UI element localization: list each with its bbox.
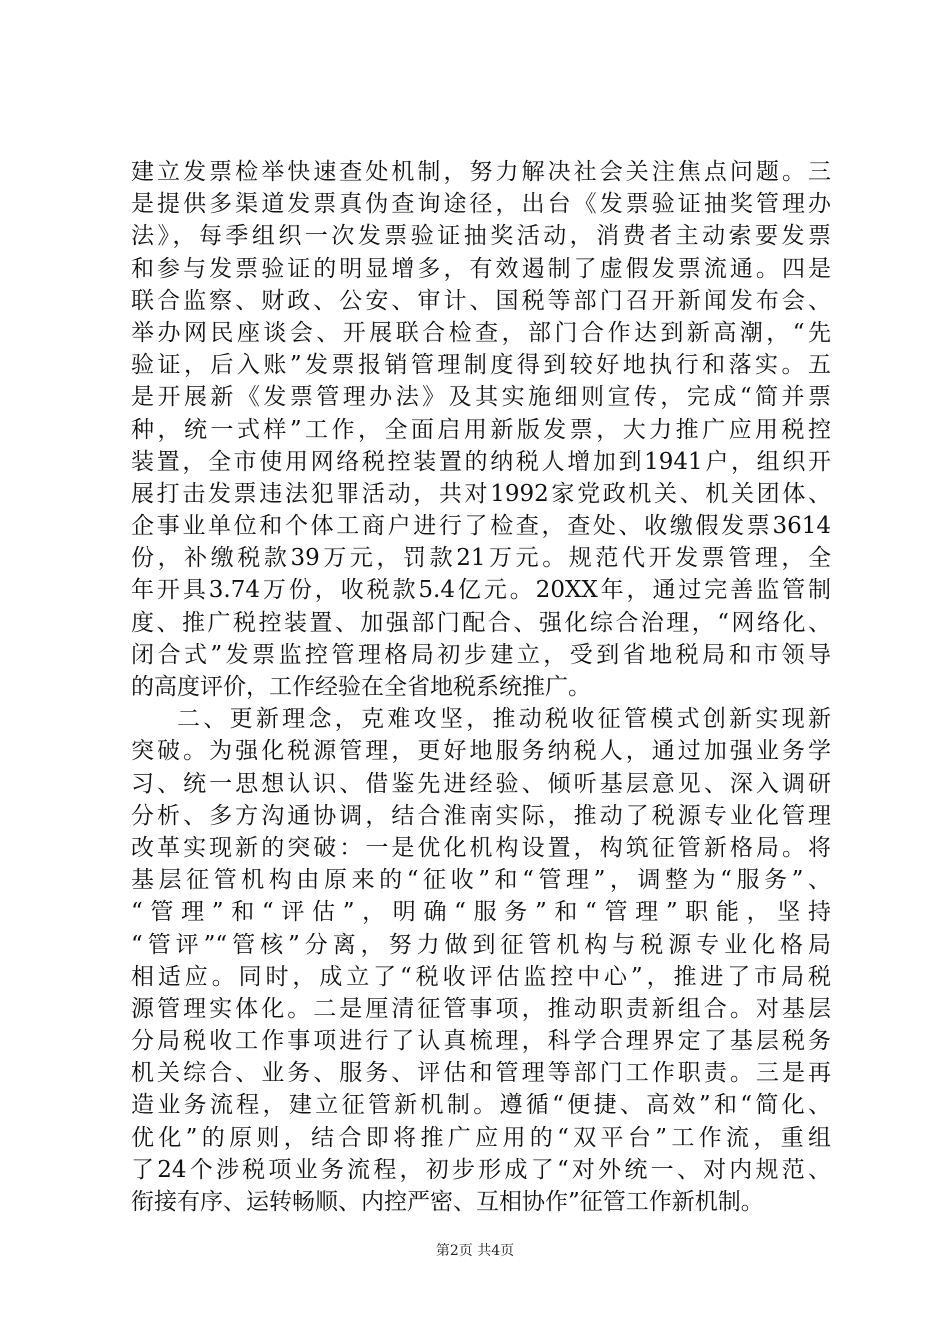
text-line: 联合监察、财政、公安、审计、国税等部门召开新闻发布会、 <box>131 287 831 314</box>
text-line: 是提供多渠道发票真伪查询途径，出台《发票验证抽奖管理办 <box>131 191 831 218</box>
text-line: 种，统一式样”工作，全面启用新版发票，大力推广应用税控 <box>131 416 831 443</box>
text-line: 企事业单位和个体工商户进行了检查，查处、收缴假发票3614 <box>131 513 831 540</box>
text-line: 相适应。同时，成立了“税收评估监控中心”，推进了市局税 <box>131 963 831 990</box>
text-line: 衔接有序、运转畅顺、内控严密、互相协作”征管工作新机制。 <box>131 1189 764 1215</box>
text-line: 造业务流程，建立征管新机制。遵循“便捷、高效”和“简化、 <box>131 1092 831 1119</box>
paragraph-end-line: 的高度评价，工作经验在全省地税系统推广。 <box>131 674 591 700</box>
text-line: 分析、多方沟通协调，结合淮南实际，推动了税源专业化管理 <box>131 802 831 829</box>
text-line: 年开具3.74万份，收税款5.4亿元。20XX年，通过完善监管制 <box>131 577 831 604</box>
text-line: 和参与发票验证的明显增多，有效遏制了虚假发票流通。四是 <box>131 255 831 282</box>
text-line: 份，补缴税款39万元，罚款21万元。规范代开发票管理，全 <box>131 545 831 572</box>
text-line: 改革实现新的突破：一是优化机构设置，构筑征管新格局。将 <box>131 834 831 861</box>
text-line: 展打击发票违法犯罪活动，共对1992家党政机关、机关团体、 <box>131 480 831 507</box>
text-line: 度、推广税控装置、加强部门配合、强化综合治理，“网络化、 <box>131 609 831 636</box>
text-line: “管评”“管核”分离，努力做到征管机构与税源专业化格局 <box>131 931 831 958</box>
page-number-footer: 第2页 共4页 <box>435 1243 515 1259</box>
text-line: 装置，全市使用网络税控装置的纳税人增加到1941户，组织开 <box>131 448 831 475</box>
text-line: 机关综合、业务、服务、评估和管理等部门工作职责。三是再 <box>131 1060 831 1087</box>
text-line: “管理”和“评估”，明确“服务”和“管理”职能，坚持 <box>131 899 831 926</box>
text-line: 基层征管机构由原来的“征收”和“管理”，调整为“服务”、 <box>131 867 831 894</box>
text-line: 建立发票检举快速查处机制，努力解决社会关注焦点问题。三 <box>131 159 831 185</box>
text-line: 突破。为强化税源管理，更好地服务纳税人，通过加强业务学 <box>131 738 831 765</box>
text-line: 闭合式”发票监控管理格局初步建立，受到省地税局和市领导 <box>131 641 831 668</box>
text-line: 验证，后入账”发票报销管理制度得到较好地执行和落实。五 <box>131 352 831 379</box>
text-line: 分局税收工作事项进行了认真梳理，科学合理界定了基层税务 <box>131 1028 831 1055</box>
text-line: 源管理实体化。二是厘清征管事项，推动职责新组合。对基层 <box>131 995 831 1022</box>
text-line: 了24个涉税项业务流程，初步形成了“对外统一、对内规范、 <box>131 1156 831 1183</box>
text-line: 优化”的原则，结合即将推广应用的“双平台”工作流，重组 <box>131 1124 831 1151</box>
text-line: 举办网民座谈会、开展联合检查，部门合作达到新高潮，“先 <box>131 319 831 346</box>
paragraph-start-line: 二、更新理念，克难攻坚，推动税收征管模式创新实现新 <box>177 706 831 733</box>
text-line: 法》，每季组织一次发票验证抽奖活动，消费者主动索要发票 <box>131 223 831 250</box>
text-line: 习、统一思想认识、借鉴先进经验、倾听基层意见、深入调研 <box>131 770 831 797</box>
text-line: 是开展新《发票管理办法》及其实施细则宣传，完成“简并票 <box>131 384 831 411</box>
body-text <box>131 156 831 1218</box>
